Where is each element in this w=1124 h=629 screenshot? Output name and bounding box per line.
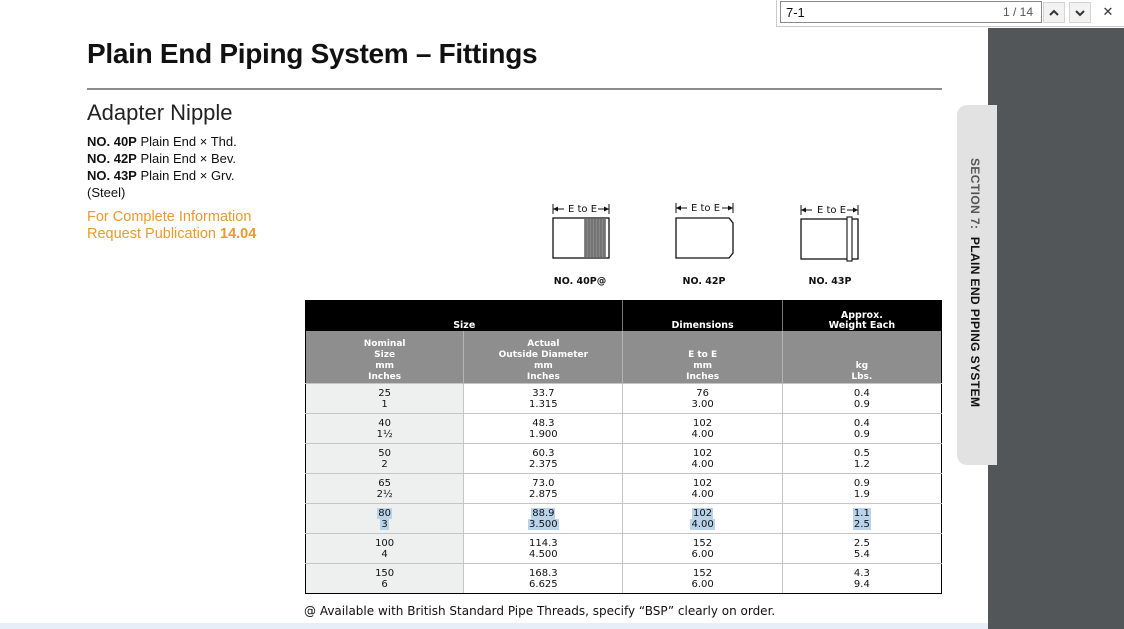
cell-nominal-size: 40 1½ [306, 414, 464, 444]
dimension-label: E to E [568, 204, 598, 215]
table-row [306, 384, 942, 414]
diagram-43p [770, 200, 890, 290]
cell-outside-diameter: 60.3 2.375 [464, 444, 623, 474]
cell-outside-diameter: 88.9 3.500 [464, 504, 623, 534]
diagram-label: NO. 40P@ [553, 276, 607, 287]
section-title: Adapter Nipple [87, 100, 233, 125]
diagram-42p [644, 200, 764, 290]
dimension-label: E to E [691, 203, 721, 214]
diagram-label: NO. 42P [682, 276, 726, 287]
product-line: NO. 43P Plain End × Grv. [87, 168, 235, 183]
table-row [306, 504, 942, 534]
subheader-nominal: Nominal Size mm Inches [306, 331, 464, 384]
cell-weight: 0.4 0.9 [782, 414, 941, 444]
cell-outside-diameter: 48.3 1.900 [464, 414, 623, 444]
cell-nominal-size: 100 4 [306, 534, 464, 564]
section-side-tab-label: SECTION 7: PLAIN END PIPING SYSTEM [968, 158, 982, 408]
cell-e-to-e: 102 4.00 [623, 474, 782, 504]
cell-weight: 0.4 0.9 [782, 384, 941, 414]
header-dimensions: Dimensions [623, 301, 782, 332]
table-row [306, 564, 942, 594]
diagram-40p [520, 200, 640, 290]
cell-weight: 4.3 9.4 [782, 564, 941, 594]
cell-outside-diameter: 33.7 1.315 [464, 384, 623, 414]
cell-outside-diameter: 168.3 6.625 [464, 564, 623, 594]
cell-e-to-e: 76 3.00 [623, 384, 782, 414]
cell-nominal-size: 65 2½ [306, 474, 464, 504]
dimensions-table [305, 300, 942, 594]
product-list [87, 133, 237, 201]
document-title: Plain End Piping System – Fittings [87, 38, 538, 69]
subheader-e-to-e: E to E mm Inches [623, 331, 782, 384]
footnote: @ Available with British Standard Pipe Threads, specify “BSP” clearly on order. [304, 604, 776, 618]
dimension-label: E to E [817, 205, 847, 216]
chevron-up-icon [1048, 7, 1060, 19]
title-divider [87, 88, 942, 90]
table-header-row [306, 301, 942, 332]
product-line: NO. 42P Plain End × Bev. [87, 151, 236, 166]
publication-reference: For Complete Information Request Publication 14.04 [87, 209, 257, 242]
subheader-weight-units: kg Lbs. [782, 331, 941, 384]
close-icon: ✕ [1102, 5, 1114, 20]
cell-e-to-e: 102 4.00 [623, 444, 782, 474]
header-weight: Approx. Weight Each [782, 301, 941, 332]
cell-weight: 1.1 2.5 [782, 504, 941, 534]
find-match-count: 1 / 14 [1003, 5, 1034, 19]
cell-nominal-size: 150 6 [306, 564, 464, 594]
cell-weight: 0.5 1.2 [782, 444, 941, 474]
table-row [306, 444, 942, 474]
cell-nominal-size: 80 3 [306, 504, 464, 534]
table-row [306, 474, 942, 504]
material-note: (Steel) [87, 185, 126, 200]
find-prev-button[interactable] [1043, 2, 1065, 23]
cell-weight: 2.5 5.4 [782, 534, 941, 564]
header-size: Size [306, 301, 623, 332]
viewer-gutter [988, 28, 1124, 629]
diagram-label: NO. 43P [808, 276, 852, 287]
cell-e-to-e: 152 6.00 [623, 564, 782, 594]
product-line: NO. 40P Plain End × Thd. [87, 134, 237, 149]
cell-outside-diameter: 114.3 4.500 [464, 534, 623, 564]
find-next-button[interactable] [1069, 2, 1091, 23]
viewer-bottom-strip [0, 623, 988, 629]
table-subheader-row [306, 331, 942, 384]
cell-e-to-e: 152 6.00 [623, 534, 782, 564]
cell-e-to-e: 102 4.00 [623, 414, 782, 444]
cell-nominal-size: 25 1 [306, 384, 464, 414]
chevron-down-icon [1074, 7, 1086, 19]
cell-e-to-e: 102 4.00 [623, 504, 782, 534]
table-row [306, 534, 942, 564]
subheader-actual-od: Actual Outside Diameter mm Inches [464, 331, 623, 384]
find-close-button[interactable] [1097, 2, 1119, 23]
cell-outside-diameter: 73.0 2.875 [464, 474, 623, 504]
table-row [306, 414, 942, 444]
cell-weight: 0.9 1.9 [782, 474, 941, 504]
cell-nominal-size: 50 2 [306, 444, 464, 474]
